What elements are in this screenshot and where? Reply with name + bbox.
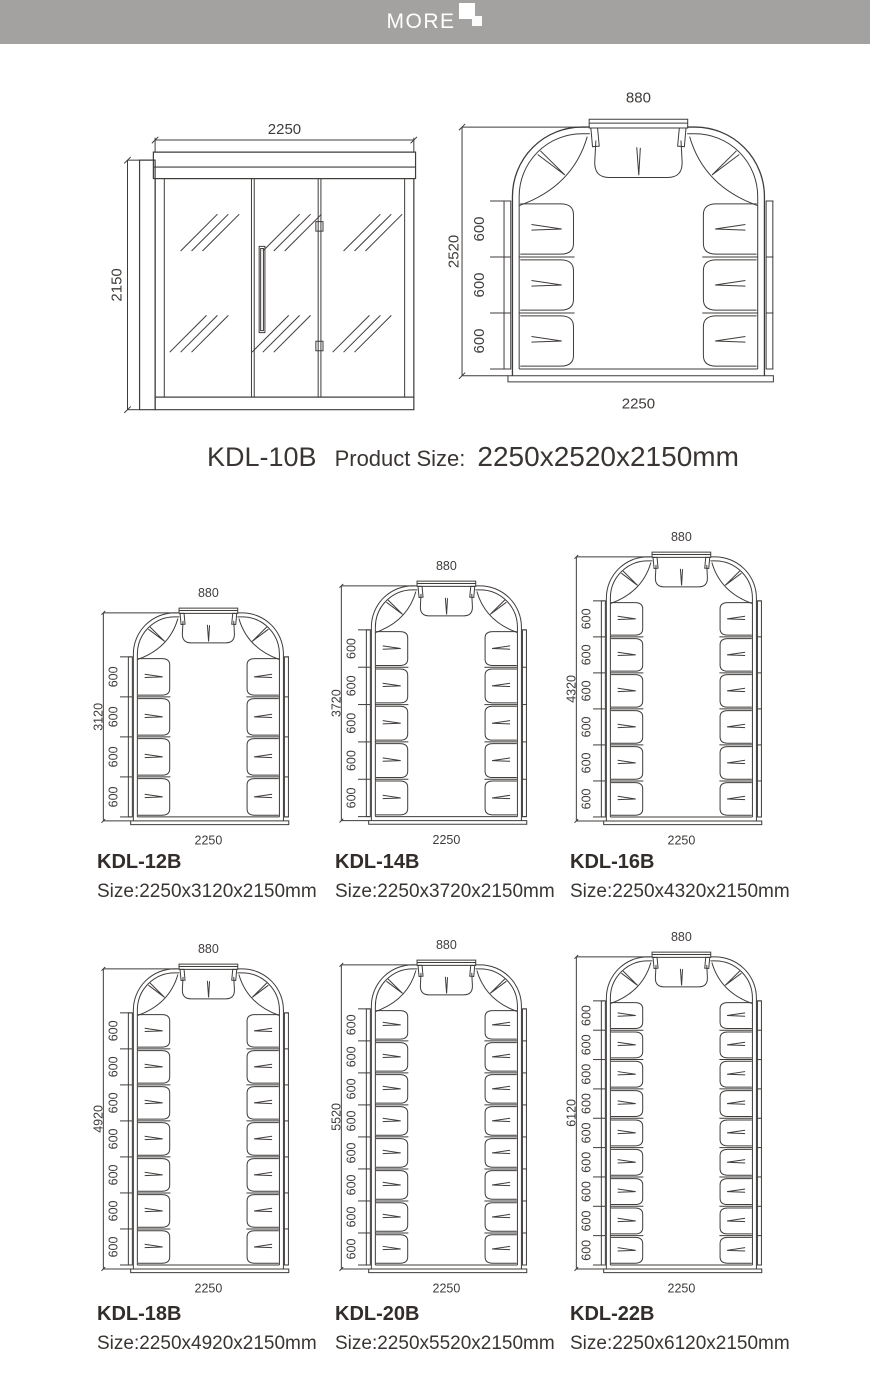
svg-text:6120: 6120	[564, 1099, 579, 1127]
svg-text:2250: 2250	[432, 833, 461, 848]
svg-text:600: 600	[106, 1200, 121, 1222]
model-name-kdl-18b: KDL-18B	[97, 1303, 182, 1325]
floorplan-drawing-kdl-22b	[565, 930, 764, 1300]
svg-text:880: 880	[435, 559, 457, 574]
svg-text:2250: 2250	[432, 1281, 461, 1296]
svg-text:600: 600	[344, 1110, 359, 1132]
brand-logo-text: MORE	[386, 10, 456, 33]
svg-text:600: 600	[106, 1020, 121, 1042]
svg-text:600: 600	[106, 786, 121, 808]
svg-text:600: 600	[579, 1151, 594, 1173]
svg-text:2250: 2250	[267, 121, 302, 139]
svg-text:5520: 5520	[329, 1103, 344, 1131]
floorplan-drawing-kdl-10b	[443, 88, 777, 421]
svg-text:600: 600	[106, 706, 121, 728]
svg-text:600: 600	[344, 750, 359, 772]
svg-text:4920: 4920	[91, 1105, 106, 1133]
svg-text:4320: 4320	[564, 675, 579, 703]
model-size-kdl-22b: Size:2250x6120x2150mm	[570, 1333, 790, 1354]
svg-text:2250: 2250	[194, 833, 223, 848]
svg-text:600: 600	[106, 666, 121, 688]
svg-text:600: 600	[106, 746, 121, 768]
svg-text:880: 880	[197, 585, 219, 600]
svg-text:600: 600	[579, 788, 594, 810]
svg-text:600: 600	[344, 1078, 359, 1100]
brand	[387, 0, 484, 44]
svg-text:2250: 2250	[194, 1281, 223, 1296]
svg-text:880: 880	[435, 937, 457, 952]
svg-text:600: 600	[579, 608, 594, 630]
svg-text:600: 600	[579, 1122, 594, 1144]
svg-text:2250: 2250	[667, 833, 696, 848]
svg-text:600: 600	[344, 1238, 359, 1260]
svg-text:600: 600	[470, 272, 488, 298]
product-size-value: 2250x2520x2150mm	[477, 441, 739, 472]
svg-text:600: 600	[579, 716, 594, 738]
model-name-kdl-16b: KDL-16B	[570, 851, 655, 873]
floorplan-drawing-kdl-20b	[330, 938, 529, 1300]
header-bar	[0, 0, 870, 44]
front-elevation-drawing-kdl-10b	[93, 118, 424, 429]
svg-text:600: 600	[344, 675, 359, 697]
hero-caption	[207, 441, 739, 473]
model-size-kdl-14b: Size:2250x3720x2150mm	[335, 881, 555, 902]
svg-text:600: 600	[344, 787, 359, 809]
svg-text:600: 600	[106, 1164, 121, 1186]
floorplan-drawing-kdl-14b	[330, 559, 529, 852]
svg-text:880: 880	[670, 529, 692, 544]
model-name-kdl-20b: KDL-20B	[335, 1303, 420, 1325]
model-name-kdl-22b: KDL-22B	[570, 1303, 655, 1325]
svg-text:600: 600	[579, 1005, 594, 1026]
svg-text:600: 600	[579, 1181, 594, 1203]
hero-model-name: KDL-10B	[207, 442, 317, 472]
svg-text:600: 600	[579, 1034, 594, 1056]
model-size-kdl-12b: Size:2250x3120x2150mm	[97, 881, 317, 902]
svg-text:880: 880	[197, 941, 219, 956]
model-size-kdl-16b: Size:2250x4320x2150mm	[570, 881, 790, 902]
svg-text:600: 600	[106, 1092, 121, 1114]
model-size-kdl-18b: Size:2250x4920x2150mm	[97, 1333, 317, 1354]
floorplan-drawing-kdl-12b	[92, 586, 291, 852]
svg-text:600: 600	[470, 216, 488, 242]
svg-text:600: 600	[579, 1093, 594, 1114]
svg-text:880: 880	[670, 929, 692, 944]
model-name-kdl-12b: KDL-12B	[97, 851, 182, 873]
svg-text:600: 600	[344, 1046, 359, 1068]
model-size-kdl-20b: Size:2250x5520x2150mm	[335, 1333, 555, 1354]
svg-text:600: 600	[106, 1056, 121, 1078]
svg-text:600: 600	[344, 1142, 359, 1164]
floorplan-drawing-kdl-18b	[92, 942, 291, 1300]
svg-text:600: 600	[344, 638, 359, 660]
svg-text:2250: 2250	[667, 1281, 696, 1296]
svg-text:3720: 3720	[329, 689, 344, 718]
svg-text:2520: 2520	[445, 234, 463, 269]
svg-text:600: 600	[579, 1239, 594, 1261]
product-size-label: Product Size:	[334, 446, 466, 471]
svg-text:880: 880	[625, 89, 651, 107]
svg-text:600: 600	[470, 328, 488, 354]
svg-text:600: 600	[344, 713, 359, 735]
svg-text:600: 600	[344, 1174, 359, 1196]
svg-text:600: 600	[579, 1063, 594, 1085]
svg-text:3120: 3120	[91, 703, 106, 731]
svg-text:600: 600	[579, 752, 594, 774]
svg-text:600: 600	[579, 644, 594, 666]
svg-text:600: 600	[579, 680, 594, 702]
svg-text:600: 600	[106, 1236, 121, 1258]
svg-text:600: 600	[579, 1210, 594, 1232]
svg-text:2150: 2150	[108, 268, 126, 302]
svg-text:2250: 2250	[621, 395, 656, 413]
floorplan-drawing-kdl-16b	[565, 530, 764, 852]
model-name-kdl-14b: KDL-14B	[335, 851, 420, 873]
svg-text:600: 600	[344, 1206, 359, 1228]
svg-text:600: 600	[344, 1014, 359, 1036]
brand-squares-icon	[456, 2, 484, 42]
brand-square-small	[472, 16, 482, 26]
svg-text:600: 600	[106, 1128, 121, 1150]
